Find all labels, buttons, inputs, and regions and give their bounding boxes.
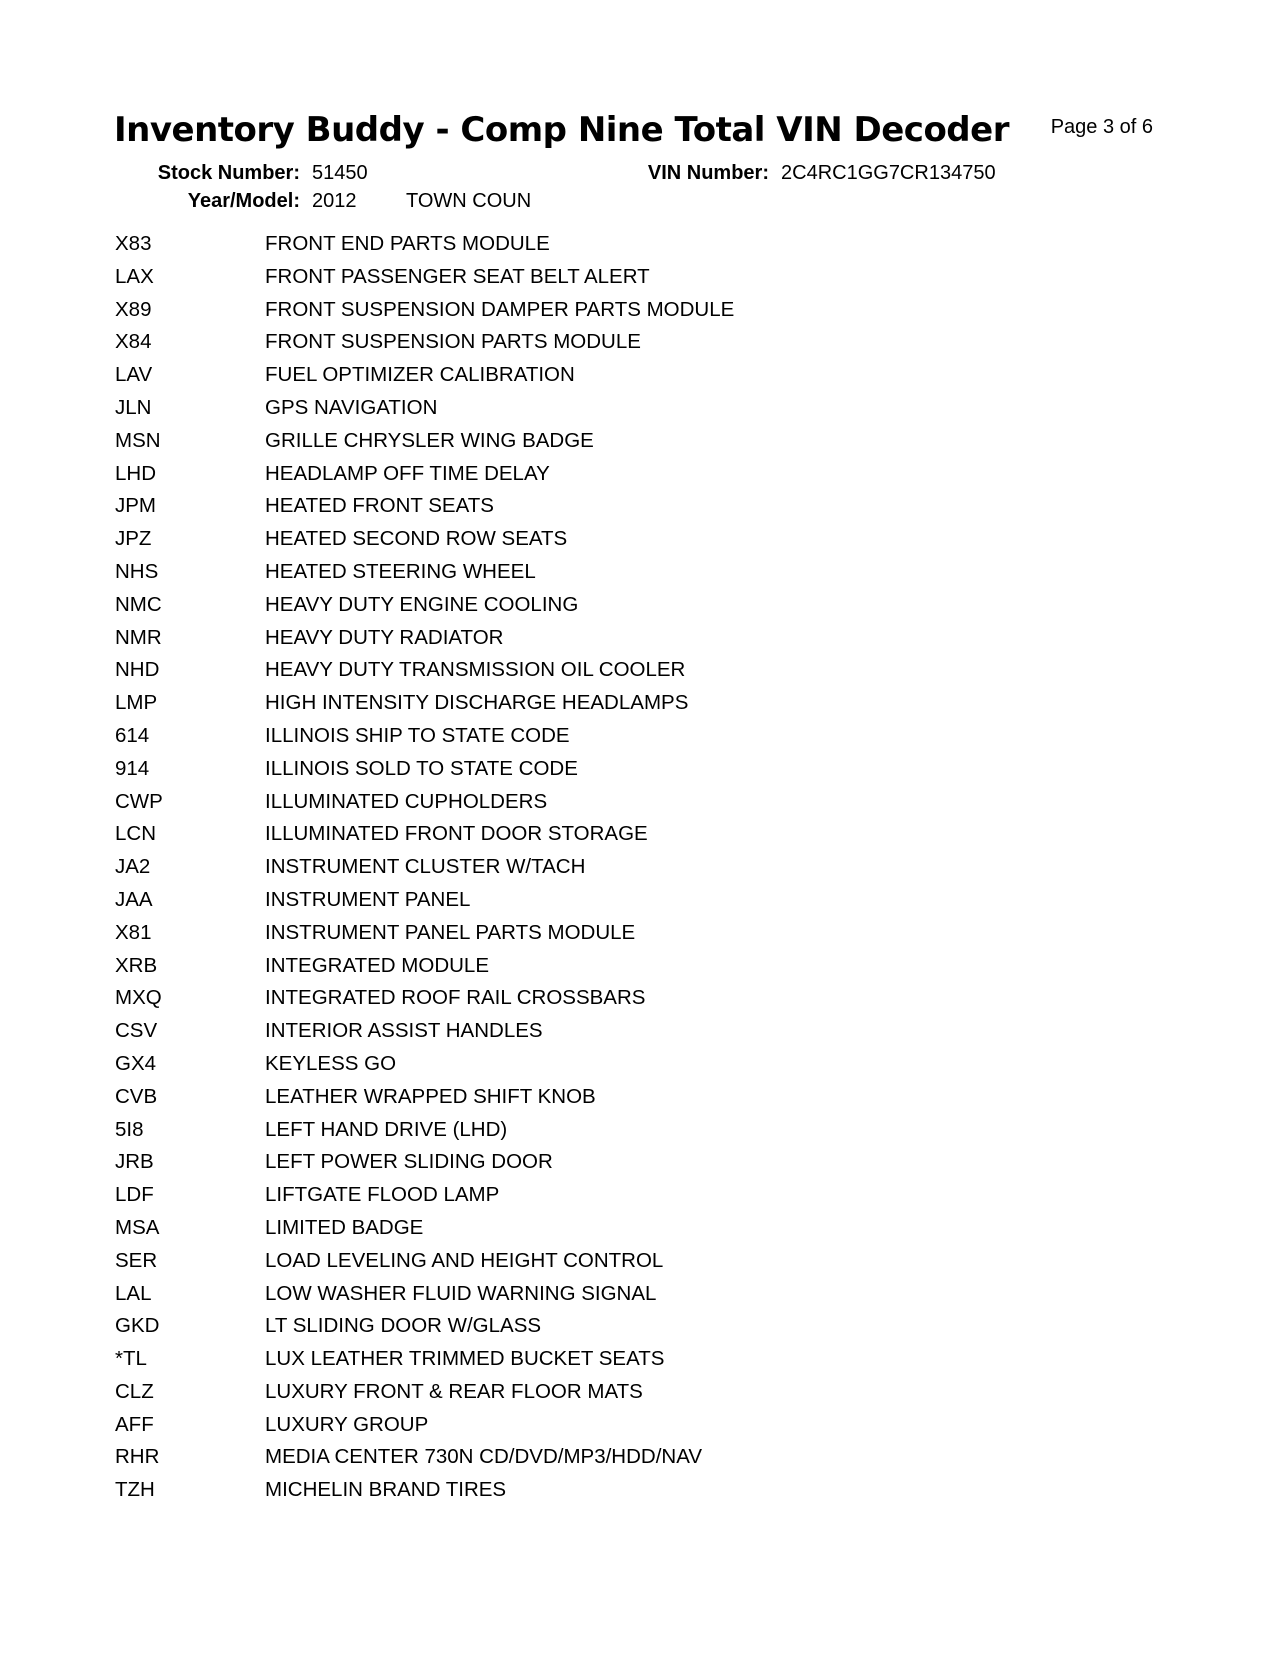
option-description: HEATED STEERING WHEEL: [265, 559, 536, 583]
option-code: XRB: [115, 953, 158, 977]
option-code: AFF: [115, 1412, 154, 1436]
option-row: [115, 720, 734, 753]
option-code: 914: [115, 756, 150, 780]
option-code: JLN: [115, 395, 152, 419]
option-row: [115, 654, 734, 687]
option-description: MEDIA CENTER 730N CD/DVD/MP3/HDD/NAV: [265, 1445, 703, 1469]
option-code: LDF: [115, 1183, 154, 1207]
option-row: [115, 1278, 734, 1311]
option-row: [115, 950, 734, 983]
option-code: X83: [115, 232, 152, 255]
option-code: X81: [115, 920, 152, 944]
option-description: FRONT SUSPENSION PARTS MODULE: [265, 330, 641, 354]
option-description: HIGH INTENSITY DISCHARGE HEADLAMPS: [265, 691, 689, 715]
option-description: FUEL OPTIMIZER CALIBRATION: [265, 363, 575, 387]
option-code: JRB: [115, 1150, 154, 1174]
option-description: HEATED FRONT SEATS: [265, 494, 494, 518]
option-code: 614: [115, 723, 150, 747]
model-value: TOWN COUN: [406, 190, 532, 212]
option-row: [115, 753, 734, 786]
option-description: ILLINOIS SHIP TO STATE CODE: [265, 723, 570, 747]
option-code: MXQ: [115, 986, 162, 1010]
option-code: JPM: [115, 494, 156, 518]
option-description: FRONT SUSPENSION DAMPER PARTS MODULE: [265, 297, 735, 321]
option-code: LMP: [115, 691, 158, 715]
option-code: GX4: [115, 1051, 157, 1075]
page-number: Page 3 of 6: [1050, 116, 1153, 138]
option-code: NMC: [115, 592, 162, 616]
option-description: ILLINOIS SOLD TO STATE CODE: [265, 756, 578, 780]
option-row: [115, 851, 734, 884]
option-row: [115, 917, 734, 950]
option-code: CWP: [115, 789, 163, 813]
option-description: GPS NAVIGATION: [265, 395, 438, 419]
option-code: MSA: [115, 1215, 160, 1239]
option-row: [115, 228, 734, 261]
option-code: JPZ: [115, 527, 152, 551]
option-row: [115, 1310, 734, 1343]
option-row: [115, 425, 734, 458]
option-row: [115, 786, 734, 819]
option-row: [115, 1212, 734, 1245]
option-row: [115, 294, 734, 327]
option-description: LUXURY FRONT & REAR FLOOR MATS: [265, 1379, 643, 1403]
option-code: LAL: [115, 1281, 152, 1305]
option-description: HEAVY DUTY TRANSMISSION OIL COOLER: [265, 658, 686, 682]
option-description: LEFT HAND DRIVE (LHD): [265, 1117, 508, 1141]
option-description: KEYLESS GO: [265, 1051, 397, 1075]
option-row: [115, 982, 734, 1015]
option-code: RHR: [115, 1445, 160, 1469]
option-row: [115, 1114, 734, 1147]
option-code: NHD: [115, 658, 160, 682]
option-description: HEADLAMP OFF TIME DELAY: [265, 461, 550, 485]
year-value: 2012: [312, 190, 357, 212]
option-row: [115, 523, 734, 556]
option-row: [115, 687, 734, 720]
option-code: NHS: [115, 559, 159, 583]
option-code: *TL: [115, 1347, 147, 1371]
year-model-label: [0, 190, 300, 213]
option-description: LOAD LEVELING AND HEIGHT CONTROL: [265, 1248, 664, 1272]
option-row: [115, 622, 734, 655]
option-row: [115, 884, 734, 917]
option-description: LUX LEATHER TRIMMED BUCKET SEATS: [265, 1347, 665, 1371]
option-row: [115, 1015, 734, 1048]
option-code: LAX: [115, 264, 154, 288]
option-code: LAV: [115, 363, 153, 387]
option-row: [115, 1343, 734, 1376]
option-description: LUXURY GROUP: [265, 1412, 429, 1436]
stock-number-label-text: Stock Number:: [157, 162, 300, 184]
option-description: LIMITED BADGE: [265, 1215, 424, 1239]
option-code: CLZ: [115, 1379, 154, 1403]
option-description: GRILLE CHRYSLER WING BADGE: [265, 428, 594, 452]
option-row: [115, 556, 734, 589]
option-description: HEAVY DUTY ENGINE COOLING: [265, 592, 579, 616]
option-row: [115, 818, 734, 851]
option-description: INTEGRATED MODULE: [265, 953, 489, 977]
option-code-list: [115, 228, 734, 1507]
option-description: ILLUMINATED CUPHOLDERS: [265, 789, 548, 813]
option-row: [115, 1376, 734, 1409]
option-row: [115, 1179, 734, 1212]
option-description: LIFTGATE FLOOD LAMP: [265, 1183, 500, 1207]
option-code: CSV: [115, 1019, 158, 1043]
option-code: LCN: [115, 822, 157, 846]
option-description: INTEGRATED ROOF RAIL CROSSBARS: [265, 986, 646, 1010]
option-code: X84: [115, 330, 152, 354]
stock-number-value: 51450: [312, 162, 368, 184]
option-code: LHD: [115, 461, 157, 485]
option-description: MICHELIN BRAND TIRES: [265, 1478, 507, 1502]
option-code: MSN: [115, 428, 161, 452]
option-description: HEAVY DUTY RADIATOR: [265, 625, 504, 649]
option-code: CVB: [115, 1084, 158, 1108]
option-description: FRONT PASSENGER SEAT BELT ALERT: [265, 264, 650, 288]
option-description: INSTRUMENT CLUSTER W/TACH: [265, 855, 586, 879]
option-description: INSTRUMENT PANEL: [265, 887, 471, 911]
option-code: X89: [115, 297, 152, 321]
option-description: FRONT END PARTS MODULE: [265, 232, 550, 255]
option-code: GKD: [115, 1314, 160, 1338]
vin-number-label: [600, 162, 769, 185]
page-title: Inventory Buddy - Comp Nine Total VIN Decoder: [114, 110, 1009, 150]
option-row: [115, 589, 734, 622]
option-code: JA2: [115, 855, 151, 879]
option-code: TZH: [115, 1478, 155, 1502]
option-row: [115, 1081, 734, 1114]
option-description: INSTRUMENT PANEL PARTS MODULE: [265, 920, 636, 944]
vin-number-value: 2C4RC1GG7CR134750: [781, 162, 996, 184]
option-row: [115, 326, 734, 359]
option-code: NMR: [115, 625, 162, 649]
option-row: [115, 1245, 734, 1278]
option-row: [115, 1409, 734, 1442]
option-row: [115, 1048, 734, 1081]
option-description: LEATHER WRAPPED SHIFT KNOB: [265, 1084, 596, 1108]
option-row: [115, 1441, 734, 1474]
option-row: [115, 1474, 734, 1507]
vin-number-label-text: VIN Number:: [647, 162, 769, 184]
stock-number-label: [0, 162, 300, 185]
option-row: [115, 458, 734, 491]
option-description: LT SLIDING DOOR W/GLASS: [265, 1314, 542, 1338]
option-row: [115, 261, 734, 294]
option-description: INTERIOR ASSIST HANDLES: [265, 1019, 543, 1043]
option-row: [115, 490, 734, 523]
option-description: LEFT POWER SLIDING DOOR: [265, 1150, 553, 1174]
option-code: 5I8: [115, 1117, 144, 1141]
option-row: [115, 359, 734, 392]
option-code: SER: [115, 1248, 158, 1272]
year-model-label-text: Year/Model:: [187, 190, 300, 212]
option-row: [115, 392, 734, 425]
option-description: LOW WASHER FLUID WARNING SIGNAL: [265, 1281, 657, 1305]
option-row: [115, 1146, 734, 1179]
option-description: HEATED SECOND ROW SEATS: [265, 527, 568, 551]
option-code: JAA: [115, 887, 153, 911]
option-description: ILLUMINATED FRONT DOOR STORAGE: [265, 822, 648, 846]
